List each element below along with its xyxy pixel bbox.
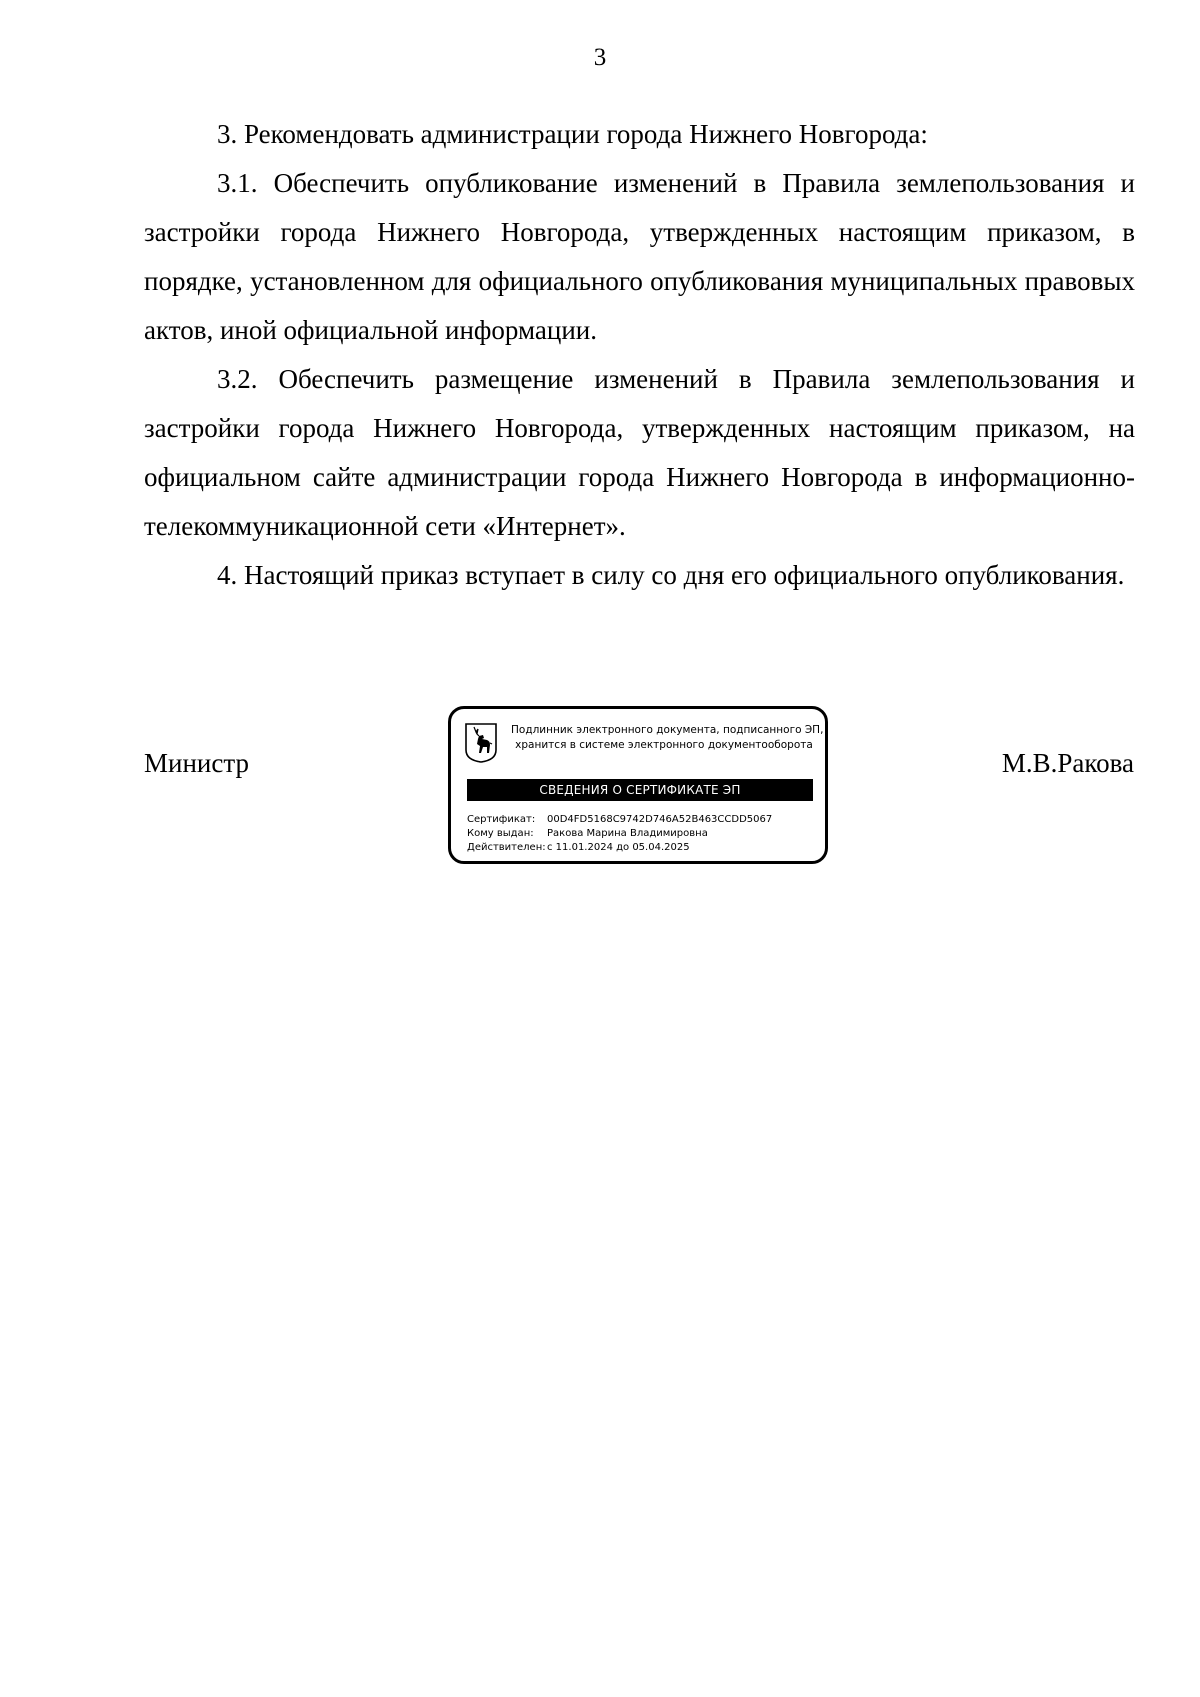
stamp-validity-row	[467, 841, 690, 854]
document-body	[144, 110, 1135, 600]
page-number: 3	[593, 44, 607, 71]
issued-to-value: Ракова Марина Владимировна	[547, 828, 708, 839]
paragraph-4: 4. Настоящий приказ вступает в силу со дня его официального опубликования.	[217, 560, 1125, 590]
stamp-storage-note: хранится в системе электронного документооборота	[515, 739, 813, 751]
paragraph-3-2: 3.2. Обеспечить размещение изменений в Правила землепользования и застройки города Нижнего Новгорода, утвержденных настоящим приказом, на официальном сайте администрации города Нижнего Новгорода в информационно-телекоммуникационной сети «Интернет».	[144, 364, 1135, 541]
stamp-issued-to-row	[467, 827, 708, 840]
issued-to-label: Кому выдан:	[467, 828, 534, 839]
validity-label: Действителен:	[467, 842, 546, 853]
stamp-original-note: Подлинник электронного документа, подписанного ЭП,	[511, 724, 824, 736]
paragraph-3-1: 3.1. Обеспечить опубликование изменений в Правила землепользования и застройки города Нижнего Новгорода, утвержденных настоящим приказом, в порядке, установленном для официального опубликования муниципальных правовых актов, иной официальной информации.	[144, 168, 1135, 345]
signatory-name: М.В.Ракова	[1001, 748, 1134, 778]
validity-value: с 11.01.2024 до 05.04.2025	[547, 842, 690, 853]
nizhny-novgorod-deer-emblem-icon	[465, 723, 497, 763]
paragraph-3: 3. Рекомендовать администрации города Нижнего Новгорода:	[217, 119, 928, 149]
stamp-certificate-row	[467, 813, 772, 826]
signatory-title: Министр	[144, 748, 249, 778]
certificate-label: Сертификат:	[467, 814, 536, 825]
certificate-value: 00D4FD5168C9742D746A52B463CCDD5067	[547, 814, 773, 825]
stamp-certificate-header: СВЕДЕНИЯ О СЕРТИФИКАТЕ ЭП	[467, 779, 813, 801]
electronic-signature-stamp	[448, 706, 828, 864]
